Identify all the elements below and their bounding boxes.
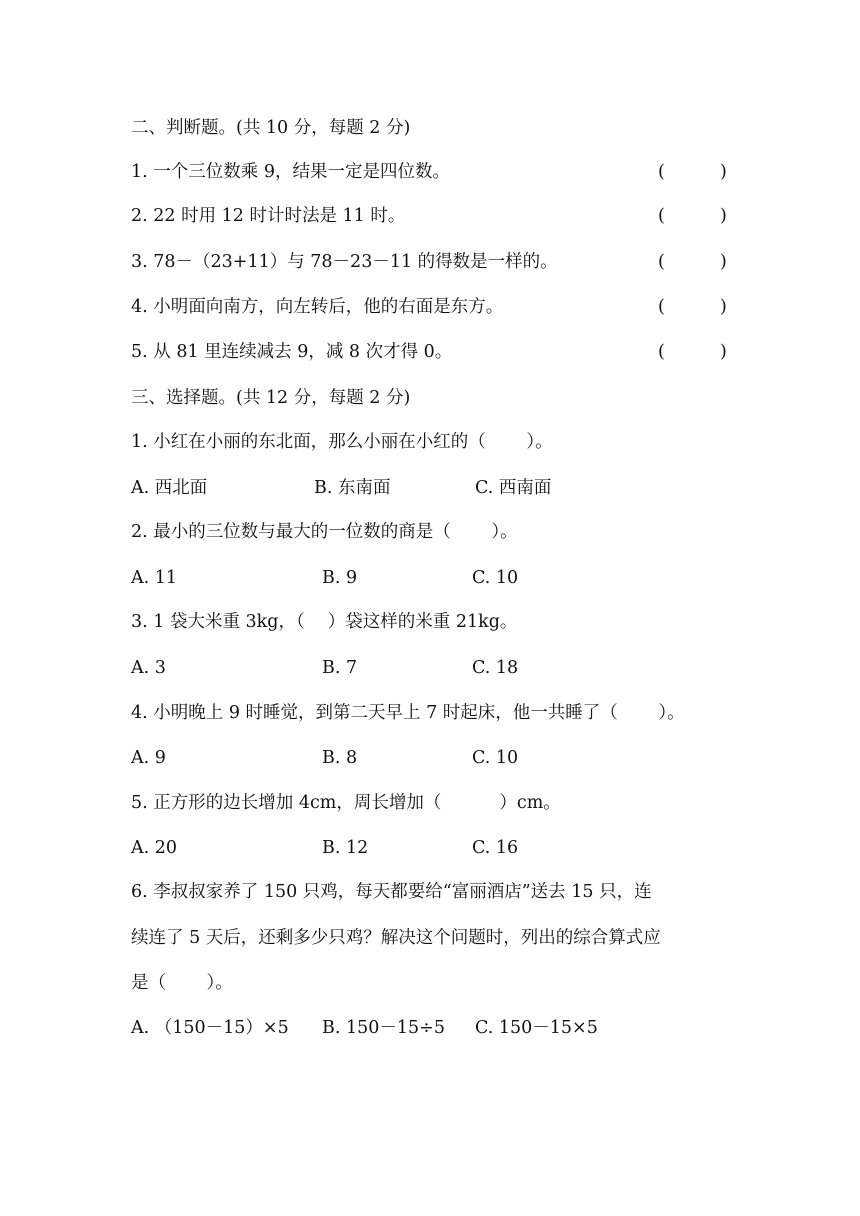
option-c: C. 10 — [472, 748, 519, 768]
answer-paren-open: ( — [658, 252, 665, 272]
judge-item-text: 5. 从 81 里连续减去 9，减 8 次才得 0。 — [131, 342, 453, 362]
judge-item-text: 1. 一个三位数乘 9，结果一定是四位数。 — [131, 162, 450, 182]
answer-paren-close: ) — [720, 162, 727, 182]
answer-paren-close: ) — [720, 252, 727, 272]
option-b: B. 150－15÷5 — [322, 1018, 445, 1038]
option-b: B. 7 — [322, 658, 358, 678]
option-b: B. 8 — [322, 748, 358, 768]
question-text: 2. 最小的三位数与最大的一位数的商是（ ）。 — [131, 522, 518, 542]
judge-item-text: 4. 小明面向南方，向左转后，他的右面是东方。 — [131, 297, 504, 317]
option-a: A. （150－15）×5 — [131, 1018, 289, 1038]
answer-paren-close: ) — [720, 342, 727, 362]
option-b: B. 9 — [322, 568, 358, 588]
option-c: C. 150－15×5 — [475, 1018, 598, 1038]
section-3-title: 三、选择题。(共 12 分，每题 2 分) — [131, 388, 411, 408]
question-text: 1. 小红在小丽的东北面，那么小丽在小红的（ ）。 — [131, 432, 553, 452]
option-c: C. 16 — [472, 838, 519, 858]
option-a: A. 3 — [131, 658, 166, 678]
judge-item-text: 2. 22 时用 12 时计时法是 11 时。 — [131, 206, 406, 226]
question-text: 4. 小明晚上 9 时睡觉，到第二天早上 7 时起床，他一共睡了（ ）。 — [131, 703, 685, 723]
question-text: 5. 正方形的边长增加 4cm，周长增加（ ）cm。 — [131, 793, 561, 813]
question-text-line-1: 6. 李叔叔家养了 150 只鸡，每天都要给“富丽酒店”送去 15 只，连 — [131, 882, 652, 902]
option-a: A. 9 — [131, 748, 166, 768]
judge-item-text: 3. 78－（23+11）与 78－23－11 的得数是一样的。 — [131, 252, 558, 272]
answer-paren-open: ( — [658, 206, 665, 226]
section-2-title: 二、判断题。(共 10 分，每题 2 分) — [131, 118, 411, 138]
answer-paren-open: ( — [658, 162, 665, 182]
option-a: A. 20 — [131, 838, 178, 858]
option-c: C. 18 — [472, 658, 519, 678]
option-c: C. 西南面 — [475, 478, 552, 498]
question-text-line-2: 续连了 5 天后，还剩多少只鸡？解决这个问题时，列出的综合算式应 — [131, 928, 661, 948]
answer-paren-open: ( — [658, 342, 665, 362]
option-a: A. 11 — [131, 568, 178, 588]
question-text: 3. 1 袋大米重 3kg，（ ）袋这样的米重 21kg。 — [131, 612, 518, 632]
answer-paren-open: ( — [658, 297, 665, 317]
option-c: C. 10 — [472, 568, 519, 588]
option-b: B. 东南面 — [314, 478, 391, 498]
option-a: A. 西北面 — [131, 478, 208, 498]
answer-paren-close: ) — [720, 206, 727, 226]
question-text-line-3: 是（ ）。 — [131, 973, 233, 993]
option-b: B. 12 — [322, 838, 369, 858]
answer-paren-close: ) — [720, 297, 727, 317]
